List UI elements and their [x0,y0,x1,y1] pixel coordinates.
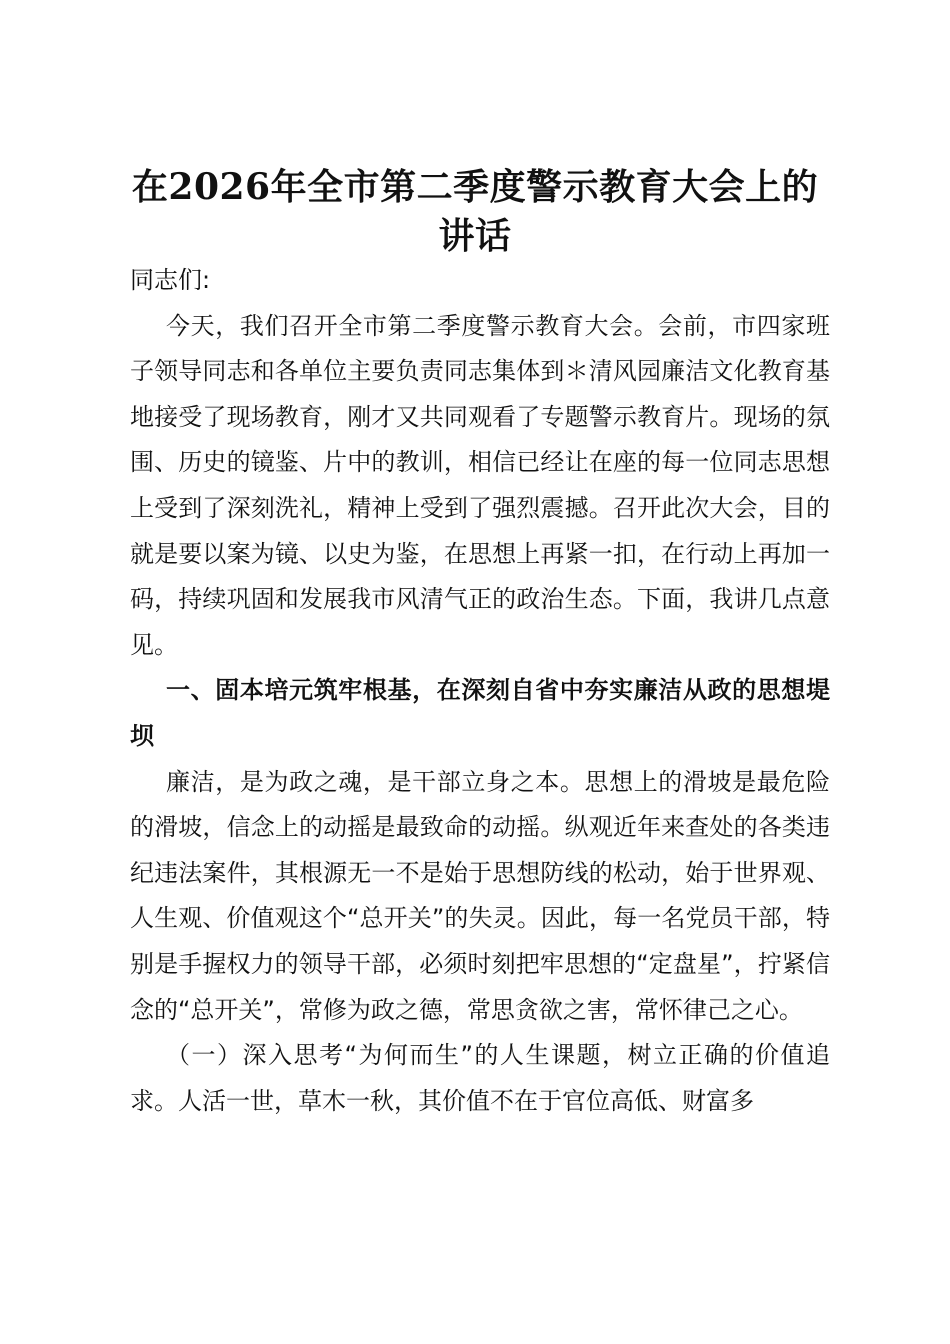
page-title: 在2026年全市第二季度警示教育大会上的讲话 [131,166,819,257]
opening-paragraph: 今天，我们召开全市第二季度警示教育大会。会前，市四家班子领导同志和各单位主要负责同志集体到＊清风园廉洁文化教育基地接受了现场教育，刚才又共同观看了专题警示教育片。现场的氛围、历史的镜鉴、片中的教训，相信已经让在座的每一位同志思想上受到了深刻洗礼，精神上受到了强烈震撼。召开此次大会，目的就是要以案为镜、以史为鉴，在思想上再紧一扣，在行动上再加一码，持续巩固和发展我市风清气正的政治生态。下面，我讲几点意见。 [130,311,830,659]
section-heading-1: 一、固本培元筑牢根基，在深刻自省中夯实廉洁从政的思想堤坝 [130,676,830,750]
salutation: 同志们: [130,266,211,294]
document-body [130,258,830,1124]
section-1-paragraph: 廉洁，是为政之魂，是干部立身之本。思想上的滑坡是最危险的滑坡，信念上的动摇是最致命的动摇。纵观近年来查处的各类违纪违法案件，其根源无一不是始于思想防线的松动，始于世界观、人生观、价值观这个“总开关”的失灵。因此，每一名党员干部，特别是手握权力的领导干部，必须时刻把牢思想的“定盘星”，拧紧信念的“总开关”，常修为政之德，常思贪欲之害，常怀律己之心。 [130,767,830,1024]
subsection-1-paragraph: （一）深入思考“为何而生”的人生课题，树立正确的价值追求。人活一世，草木一秋，其价值不在于官位高低、财富多 [130,1041,830,1115]
